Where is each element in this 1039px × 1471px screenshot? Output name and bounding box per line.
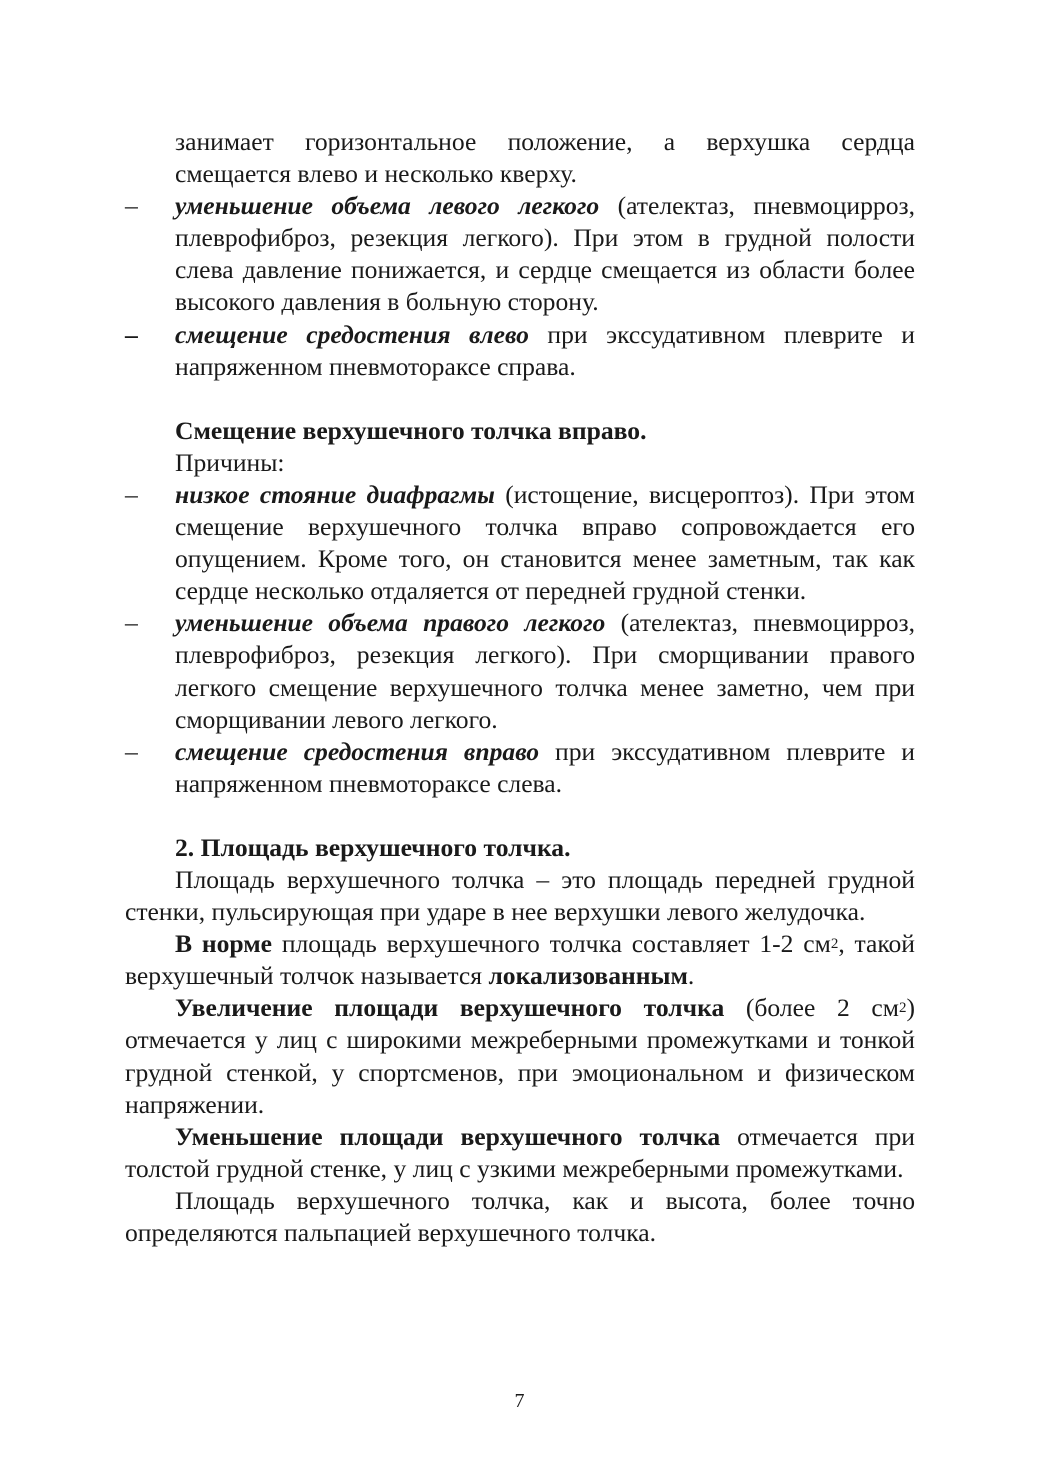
increase-lead: Увеличение площади верхушечного толчка bbox=[175, 993, 725, 1023]
dash-marker: – bbox=[125, 608, 138, 638]
list-item-text: (истощение, висцероптоз). При этом смещение верхушечного толчка вправо сопровождается его опущением. Кроме того, он становится менее заметным, так как сердце несколько отдаляется от передней грудной стенки. bbox=[175, 479, 915, 606]
intro-line-1: занимает горизонтальное положение, а верхушка сердца bbox=[175, 127, 915, 156]
intro-line-2: смещается влево и несколько кверху. bbox=[175, 159, 577, 189]
list-item-term: уменьшение объема левого легкого bbox=[175, 191, 600, 221]
increase-text-a: (более 2 см bbox=[724, 993, 899, 1023]
area-paragraph-increase bbox=[125, 992, 915, 1120]
list-item bbox=[125, 607, 915, 735]
dash-marker: – bbox=[125, 191, 138, 221]
list-item bbox=[125, 479, 915, 607]
list-item-term: уменьшение объема правого легкого bbox=[175, 608, 606, 638]
area-paragraph-1: Площадь верхушечного толчка – это площадь передней грудной стенки, пульсирующая при ударе в нее верхушки левого желудочка. bbox=[125, 864, 915, 927]
dash-marker: – bbox=[125, 319, 138, 349]
list-item bbox=[125, 736, 915, 800]
list-item bbox=[125, 190, 916, 318]
list-item-text: (ателектаз, пневмоцирроз, плеврофиброз, резекция легкого). При этом в грудной полости слева давление понижается, и сердце смещается из области более высокого давления в больную сторону. bbox=[175, 191, 916, 317]
norm-end: . bbox=[687, 961, 695, 991]
dash-marker: – bbox=[125, 736, 138, 766]
list-item-text: при экссудативном плеврите и напряженном пневмотораксе справа. bbox=[175, 319, 915, 381]
dash-marker: – bbox=[125, 479, 138, 509]
section-heading-right-shift: Смещение верхушечного толчка вправо. bbox=[175, 415, 647, 445]
area-paragraph-decrease bbox=[125, 1121, 915, 1185]
section-heading-area: 2. Площадь верхушечного толчка. bbox=[175, 832, 571, 862]
increase-text-b: ) отмечается у лиц с широкими межреберными промежутками и тонкой грудной стенкой, у спортсменов, при эмоциональном и физическом напряжении. bbox=[125, 993, 915, 1119]
increase-superscript: 2 bbox=[898, 1000, 907, 1017]
intro-paragraph bbox=[175, 126, 915, 190]
causes-label: Причины: bbox=[175, 447, 285, 477]
list-item-term: смещение средостения вправо bbox=[175, 736, 540, 766]
page-number: 7 bbox=[514, 1390, 525, 1412]
area-paragraph-palpation: Площадь верхушечного толчка, как и высота, более точно определяются пальпацией верхушечного толчка. bbox=[125, 1185, 915, 1247]
norm-superscript: 2 bbox=[830, 936, 839, 953]
norm-lead: В норме bbox=[175, 929, 273, 959]
decrease-text: отмечается при толстой грудной стенке, у лиц с узкими межреберными промежутками. bbox=[125, 1121, 915, 1183]
norm-localized: локализованным bbox=[488, 961, 688, 991]
list-item-term: низкое стояние диафрагмы bbox=[175, 479, 495, 509]
norm-text-b: , такой верхушечный толчок называется bbox=[125, 929, 915, 991]
decrease-lead: Уменьшение площади верхушечного толчка bbox=[175, 1121, 721, 1151]
page-content bbox=[125, 126, 915, 1249]
list-item bbox=[125, 319, 915, 383]
spacer bbox=[125, 383, 915, 415]
list-item-text: (ателектаз, пневмоцирроз, плеврофиброз, резекция легкого). При сморщивании правого легкого смещение верхушечного толчка менее заметно, чем при сморщивании левого легкого. bbox=[175, 608, 915, 734]
list-item-term: смещение средостения влево bbox=[175, 319, 529, 349]
norm-text-a: площадь верхушечного толчка составляет 1-2 см bbox=[272, 929, 831, 959]
list-item-text: при экссудативном плеврите и напряженном пневмотораксе слева. bbox=[175, 736, 915, 798]
spacer bbox=[125, 800, 915, 832]
area-paragraph-norm bbox=[125, 928, 915, 992]
